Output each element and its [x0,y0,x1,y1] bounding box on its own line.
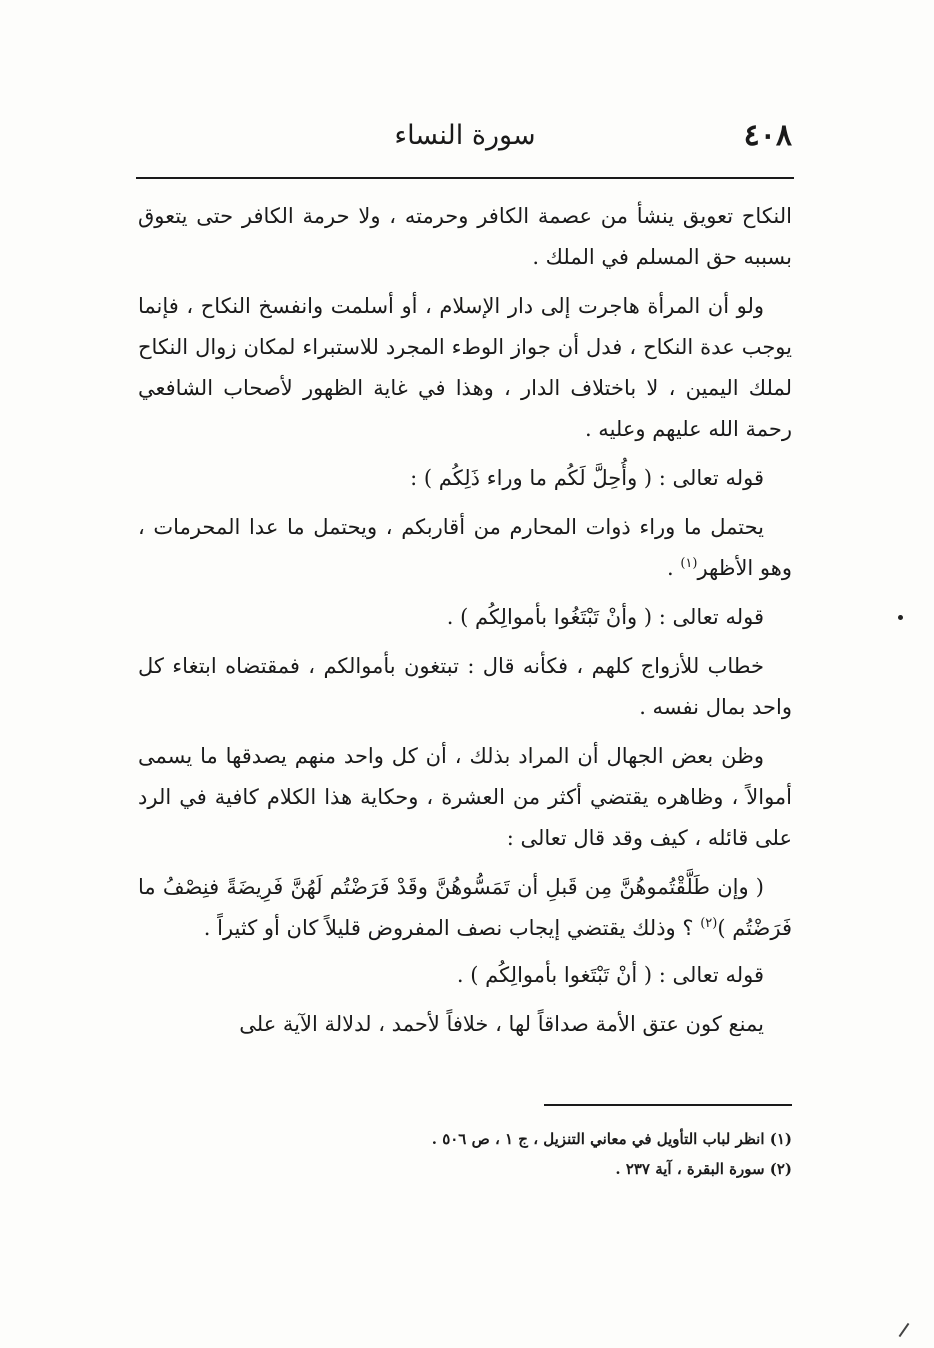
margin-dot [898,615,903,620]
verse-heading-3: قوله تعالى : ( أنْ تَبْتَغوا بأموالِكُم ) . [456,963,764,987]
footnote-1: (١) انظر لباب التأويل في معاني التنزيل ، ج ١ ، ص ٥٠٦ . [431,1130,792,1148]
quran-quote [138,867,792,949]
paragraph-4: خطاب للأزواج كلهم ، فكأنه قال : تبتغون بأموالكم ، فمقتضاه ابتغاء كل واحد بمال نفسه . [138,654,792,719]
page-number: ٤٠٨ [743,118,792,153]
footnotes [230,1124,792,1184]
paragraph-3-text: يحتمل ما وراء ذوات المحارم من أقاربكم ، ويحتمل ما عدا المحرمات ، وهو الأظهر [138,515,792,580]
footnote-2: (٢) سورة البقرة ، آية ٢٣٧ . [615,1160,792,1178]
verse-heading-1: قوله تعالى : ( وأُحِلَّ لَكُم ما وراء ذَلِكُم ) : [410,466,764,490]
footnote-rule [544,1104,792,1106]
page-header [138,112,792,162]
verse-heading-2: قوله تعالى : ( وأنْ تَبْتَغُوا بأموالِكُم ) . [446,605,764,629]
quran-quote-text: ( وإن طَلَّقْتُموهُنَّ مِن قَبلِ أن تَمَسُّوهُنَّ وقَدْ فَرَضْتُم لَهُنَّ فَرِيضَةً فنِصْفُ ما فَرَضْتُم ) [138,875,792,940]
paragraph-2: ولو أن المرأة هاجرت إلى دار الإسلام ، أو أسلمت وانفسخ النكاح ، فإنما يوجب عدة النكاح ، فدل أن جواز الوطء المجرد للاستبراء لمكان زوال النكاح لملك اليمين ، لا باختلاف الدار ، وهذا في غاية الظهور لأصحاب الشافعي رحمة الله عليهم وعليه . [138,294,792,441]
footnote-ref-2: (٢) [700,916,718,931]
paragraph-5: وظن بعض الجهال أن المراد بذلك ، أن كل واحد منهم يصدقها ما يسمى أموالاً ، وظاهره يقتضي أكثر من العشرة ، وحكاية هذا الكلام كافية في الرد على قائله ، كيف وقد قال تعالى : [138,744,792,850]
footnote-ref-1: (١) [680,556,698,571]
paragraph-1: النكاح تعويق ينشأ من عصمة الكافر وحرمته ، ولا حرمة الكافر حتى يتعوق بسببه حق المسلم في الملك . [138,204,792,269]
running-title: سورة النساء [394,120,536,151]
header-rule [136,177,794,179]
quran-quote-commentary: ؟ وذلك يقتضي إيجاب نصف المفروض قليلاً كان أو كثيراً . [203,916,694,940]
paragraph-3: يحتمل ما وراء ذوات المحارم من أقاربكم ، ويحتمل ما عدا المحرمات ، وهو الأظهر$^{(١)}$ . [138,515,792,580]
scan-mark [899,1323,910,1337]
paragraph-6: يمنع كون عتق الأمة صداقاً لها ، خلافاً لأحمد ، لدلالة الآية على [239,1012,764,1036]
main-text [138,196,792,1053]
